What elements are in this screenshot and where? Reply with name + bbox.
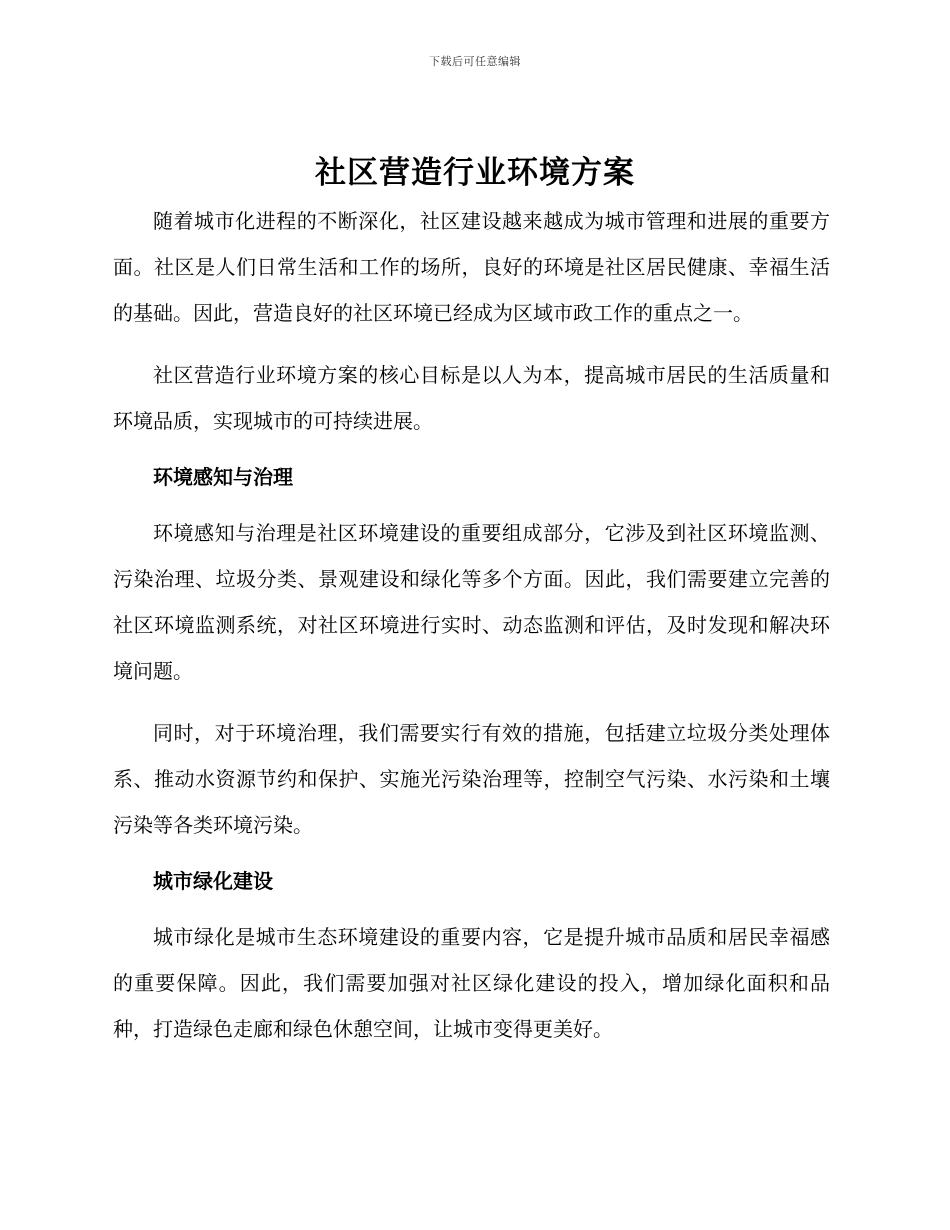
page-header-note: 下载后可任意编辑 [429,55,521,68]
document-title: 社区营造行业环境方案 [315,155,635,191]
document-body [113,198,830,1068]
paragraph-core-goal: 社区营造行业环境方案的核心目标是以人为本，提高城市居民的生活质量和环境品质，实现城市的可持续进展。 [113,363,830,433]
paragraph-environment-governance: 同时，对于环境治理，我们需要实行有效的措施，包括建立垃圾分类处理体系、推动水资源节约和保护、实施光污染治理等，控制空气污染、水污染和土壤污染等各类环境污染。 [113,721,830,837]
paragraph-intro: 随着城市化进程的不断深化，社区建设越来越成为城市管理和进展的重要方面。社区是人们日常生活和工作的场所，良好的环境是社区居民健康、幸福生活的基础。因此，营造良好的社区环境已经成为区域市政工作的重点之一。 [113,209,830,325]
section-heading-environment: 环境感知与治理 [153,465,293,489]
section-heading-greening: 城市绿化建设 [153,869,273,893]
paragraph-environment-monitoring: 环境感知与治理是社区环境建设的重要组成部分，它涉及到社区环境监测、污染治理、垃圾分类、景观建设和绿化等多个方面。因此，我们需要建立完善的社区环境监测系统，对社区环境进行实时、动态监测和评估，及时发现和解决环境问题。 [113,521,830,683]
paragraph-greening: 城市绿化是城市生态环境建设的重要内容，它是提升城市品质和居民幸福感的重要保障。因此，我们需要加强对社区绿化建设的投入，增加绿化面积和品种，打造绿色走廊和绿色休憩空间，让城市变得更美好。 [113,925,830,1041]
